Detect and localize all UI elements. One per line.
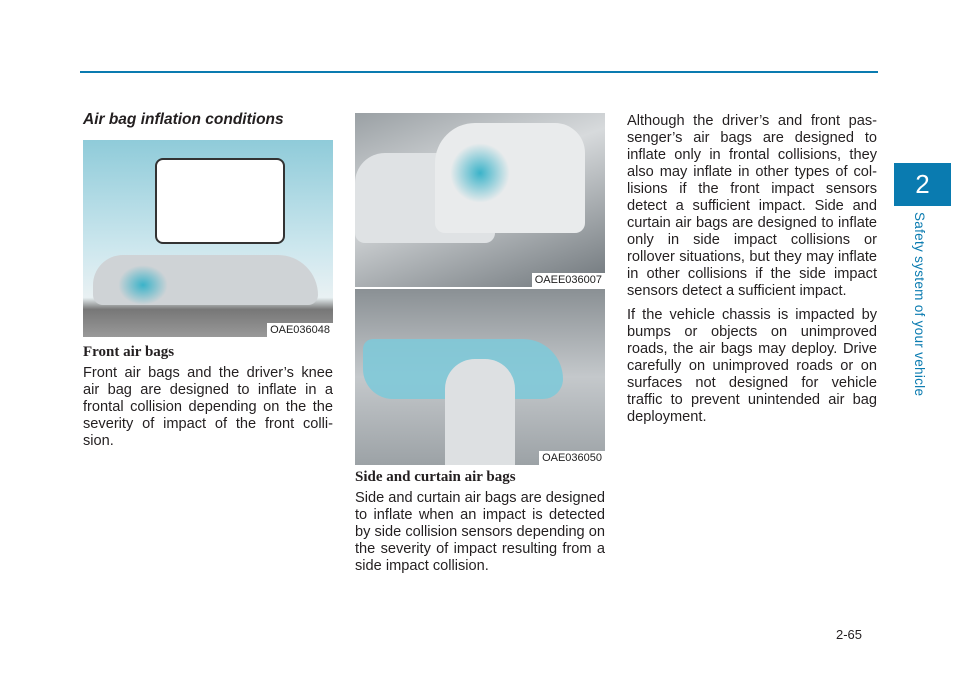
left-column: [83, 111, 333, 129]
section-heading: Air bag inflation conditions: [83, 111, 284, 128]
side-impact-illustration: [355, 113, 605, 287]
chapter-title: Safety system of your vehicle: [912, 212, 927, 397]
body-text: If the vehicle chassis is impacted by bumps or objects on unimproved roads, the air bags may deploy. Drive carefully on unimproved roads or on surfaces not designed for vehicle traffic to prevent unintended air bag deployment.: [627, 307, 877, 425]
chapter-tab: 2: [894, 163, 951, 206]
body-text: Although the driver’s and front pas-senger’s air bags are designed to inflate only in frontal collisions, they also may inflate in other types of col-lisions if the front impact sensors detect a sufficient impact. Side and curtain air bags are designed to inflate only in side impact collisions or rollover situations, but they may inflate in other collisions if the side impact sensors detect a sufficient impact.: [627, 113, 877, 299]
subheading: Front air bags: [83, 344, 175, 360]
body-text: Front air bags and the driver’s knee air bag are designed to inflate in a frontal collision depending on the the severity of impact of the front colli-sion.: [83, 365, 333, 449]
header-rule: [80, 71, 878, 73]
curtain-airbag-illustration: [355, 289, 605, 465]
image-code: OAE036050: [539, 451, 605, 465]
image-code: OAEE036007: [532, 273, 605, 287]
front-airbag-illustration: [83, 140, 333, 337]
subheading: Side and curtain air bags: [355, 469, 516, 485]
page-number: 2-65: [836, 627, 863, 642]
image-code: OAE036048: [267, 323, 333, 337]
body-text: Side and curtain air bags are designed to inflate when an impact is detected by side collision sensors depending on the severity of impact resulting from a side impact collision.: [355, 490, 605, 574]
